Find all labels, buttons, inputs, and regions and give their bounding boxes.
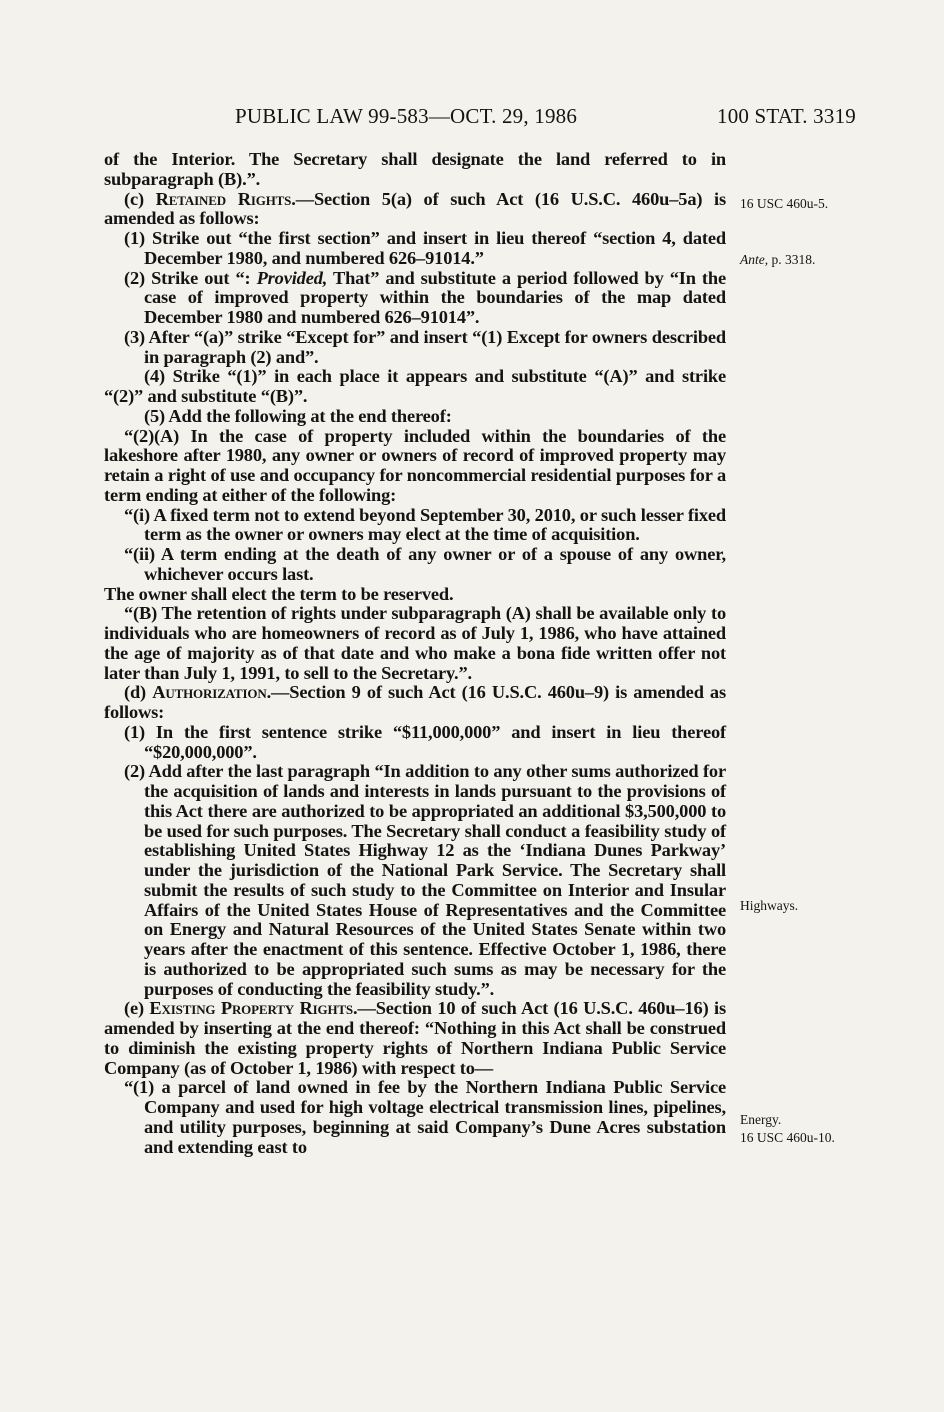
paragraph-d2: (2) Add after the last paragraph “In addition to any other sums authorized for the acquisition of lands and interests in lands pursuant to the provisions of this Act there are authorized to be appropriated an additional $3,500,000 to be used for such purposes. The Secretary shall conduct a feasibility study of establishing United States Highway 12 as the ‘Indiana Dunes Parkway’ under the jurisdiction of the National Park Service. The Secretary shall submit the results of such study to the Committee on Interior and Insular Affairs of the United States House of Representatives and the Committee on Energy and Natural Resources of the United States Senate within two years after the enactment of this sentence. Effective October 1, 1986, there is authorized to be appropriated such sums as may be necessary for the purposes of conducting the feasibility study.”. <box>124 761 726 999</box>
subsection-e-label: (e) <box>124 998 150 1019</box>
quoted-clause-i: “(i) A fixed term not to extend beyond September 30, 2010, or such lesser fixed term as the owner or owners may elect at the time of acquisition. <box>124 504 726 545</box>
margin-note-usc-460u-5: 16 USC 460u-5. <box>740 196 829 211</box>
subsection-e-heading: Existing Property Rights. <box>149 998 358 1019</box>
owner-election-sentence: The owner shall elect the term to be reserved. <box>104 583 454 604</box>
subsection-d-heading: Authorization. <box>152 682 272 703</box>
paragraph-c3: (3) After “(a)” strike “Except for” and insert “(1) Except for owners described in paragraph (2) and”. <box>124 326 726 367</box>
paragraph-c2-provided: Provided, <box>256 267 328 288</box>
continued-paragraph: of the Interior. The Secretary shall designate the land referred to in subparagraph (B).”. <box>104 149 726 189</box>
paragraph-c2-a: (2) Strike out “: <box>124 267 257 288</box>
quoted-clause-ii: “(ii) A term ending at the death of any owner or of a spouse of any owner, whichever occurs last. <box>124 544 726 584</box>
paragraph-c5: (5) Add the following at the end thereof: <box>144 405 452 426</box>
margin-note-ante <box>740 252 815 268</box>
subsection-c-text: —Section 5(a) of such Act (16 U.S.C. 460u–5a) is amended as follows: <box>104 188 726 229</box>
paragraph-c1: (1) Strike out “the first section” and insert in lieu thereof “section 4, dated December 1980, and numbered 626–91014.” <box>124 228 726 268</box>
subsection-d-text: —Section 9 of such Act (16 U.S.C. 460u–9) is amended as follows: <box>104 682 726 722</box>
paragraph-c2 <box>104 269 726 328</box>
margin-note-highways: Highways. <box>740 898 799 913</box>
margin-note-ante-italic: Ante, <box>740 252 769 267</box>
paragraph-c4: (4) Strike “(1)” in each place it appears and substitute “(A)” and strike “(2)” and substitute “(B)”. <box>104 366 726 406</box>
margin-note-ante-page: p. 3318. <box>768 252 816 267</box>
page-header-stat: 100 STAT. 3319 <box>717 104 856 128</box>
paragraph-c2-c: That” and substitute a period followed by “In the case of improved property within the boundaries of the map dated December 1980 and numbered 626–91014”. <box>144 267 726 327</box>
quoted-paragraph-2a: “(2)(A) In the case of property included within the boundaries of the lakeshore after 1980, any owner or owners of record of improved property may retain a right of use and occupancy for noncommercial residential purposes for a term ending at either of the following: <box>104 425 726 505</box>
subsection-c-label: (c) <box>124 188 156 209</box>
quoted-subparagraph-b: “(B) The retention of rights under subparagraph (A) shall be available only to individuals who are homeowners of record as of July 1, 1986, who have attained the age of majority as of that date and who make a bona fide written offer not later than July 1, 1991, to sell to the Secretary.”. <box>104 603 726 683</box>
paragraph-d1: (1) In the first sentence strike “$11,000,000” and insert in lieu thereof “$20,000,000”. <box>124 721 726 762</box>
subsection-e-text: —Section 10 of such Act (16 U.S.C. 460u–16) is amended by inserting at the end thereof: “Nothing in this Act shall be construed to diminish the existing property rights of Northern Indiana Public Service Company (as of October 1, 1986) with respect to— <box>104 998 726 1078</box>
page-header-title: PUBLIC LAW 99-583—OCT. 29, 1986 <box>235 104 578 128</box>
subsection-d-label: (d) <box>124 682 153 703</box>
margin-note-usc-460u-10: 16 USC 460u-10. <box>740 1130 835 1145</box>
margin-note-energy: Energy. <box>740 1112 782 1127</box>
subsection-d <box>104 683 726 723</box>
subsection-c <box>104 190 726 230</box>
subsection-e <box>104 999 726 1078</box>
subsection-c-heading: Retained Rights. <box>155 188 296 209</box>
statute-body <box>104 150 726 1157</box>
paragraph-e1: “(1) a parcel of land owned in fee by the Northern Indiana Public Service Company and used for high voltage electrical transmission lines, pipelines, and utility purposes, beginning at said Company’s Dune Acres substation and extending east to <box>124 1077 726 1157</box>
